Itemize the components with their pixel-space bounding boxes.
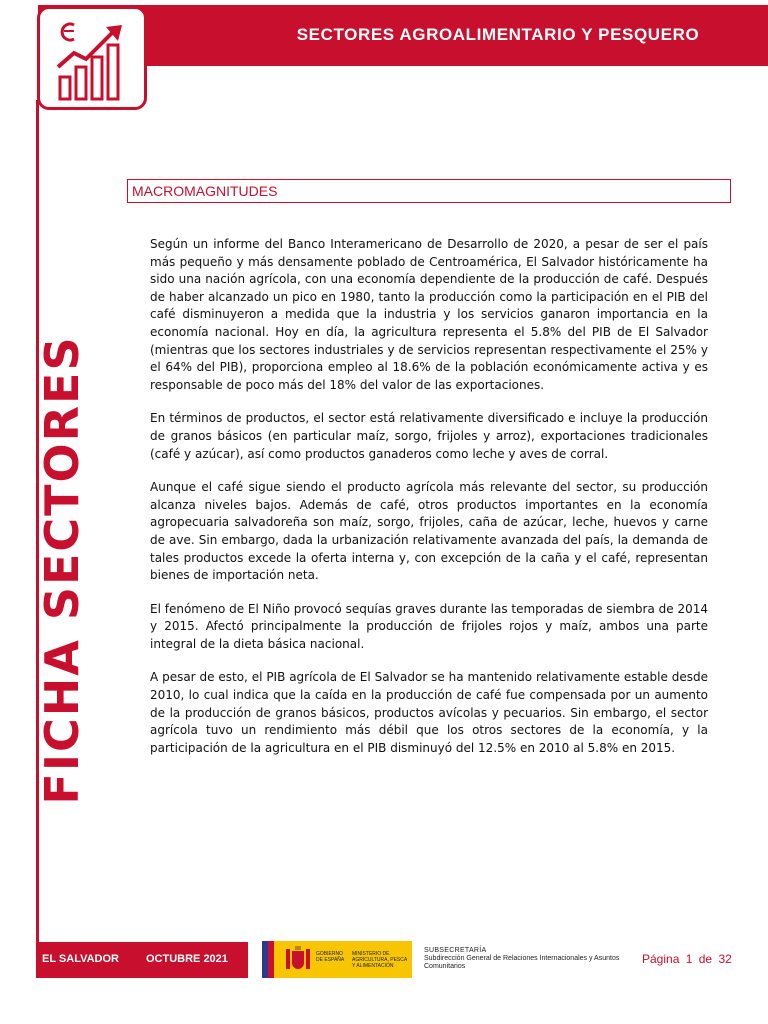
eu-stripe xyxy=(262,941,280,978)
header-band xyxy=(38,5,768,66)
header-title: SECTORES AGROALIMENTARIO Y PESQUERO xyxy=(296,25,700,44)
footer-band xyxy=(36,942,248,978)
paragraph: En términos de productos, el sector está relativamente diversificado e incluye la producción de granos básicos (en particular maíz, sorgo, frijoles y arroz), exportaciones tradicionales (café y azúcar), así como productos ganaderos como leche y aves de corral. xyxy=(150,411,708,461)
subsecretaria-block xyxy=(424,947,624,971)
subsecretaria-title: SUBSECRETARÍA xyxy=(424,947,487,954)
sector-logo xyxy=(37,6,147,110)
paragraph: Aunque el café sigue siendo el producto agrícola más relevante del sector, su producción alcanza niveles bajos. Además de café, otros productos importantes en la economía agropecuaria salvadoreña son maíz, sorgo, frijoles, caña de azúcar, leche, huevos y carne de ave. Sin embargo, dada la urbanización relativamente avanzada del país, la demanda de tales productos excede la oferta interna y, con excepción de la caña y el café, representan bienes de importación neta. xyxy=(150,480,708,583)
section-title: MACROMAGNITUDES xyxy=(132,183,278,199)
ministry-text: MINISTERIO DE AGRICULTURA, PESCA Y ALIMENTACIÓN xyxy=(352,951,407,969)
page-total: 32 xyxy=(718,952,732,966)
footer-country: EL SALVADOR xyxy=(42,953,120,965)
side-label: FICHA SECTORES xyxy=(35,335,89,805)
paragraph: El fenómeno de El Niño provocó sequías graves durante las temporadas de siembra de 2014 y 2015. Afectó principalmente la producción de frijoles rojos y maíz, ambos una parte integral de la dieta básica nacional. xyxy=(150,601,709,651)
gov-text: GOBIERNO DE ESPAÑA xyxy=(316,951,345,963)
paragraph: Según un informe del Banco Interamericano de Desarrollo de 2020, a pesar de ser el país más pequeño y más densamente poblado de Centroamérica, El Salvador históricamente ha sido una nación agrícola, con una economía dependiente de la producción de café. Después de haber alcanzado un pico en 1980, tanto la producción como la participación en el PIB del café disminuyeron a medida que la industria y los servicios ganaron importancia en la economía nacional. Hoy en día, la agricultura representa el 5.8% del PIB de El Salvador (mientras que los sectores industriales y de servicios representan respectivamente el 25% y el 64% del PIB), proporciona empleo al 18.6% de la población económicamente activa y es responsable de poco más del 18% del valor de las exportaciones. xyxy=(150,237,708,392)
page-of: de xyxy=(698,952,713,966)
paragraph: A pesar de esto, el PIB agrícola de El Salvador se ha mantenido relativamente estable desde 2010, lo cual indica que la caída en la producción de café fue compensada por un aumento de la producción de granos básicos, productos avícolas y pecuarios. Sin embargo, el sector agrícola tuvo un rendimiento más débil que los otros sectores de la economía, y la participación de la agricultura en el PIB disminuyó del 12.5% en 2010 al 5.8% en 2015. xyxy=(150,670,708,755)
body-text xyxy=(150,236,708,773)
bar-chart-growth-icon xyxy=(52,15,134,101)
page-number xyxy=(642,952,735,966)
page-word: Página xyxy=(642,952,680,966)
page-current: 1 xyxy=(685,952,693,966)
subsecretaria-line: Subdirección General de Relaciones Internacionales y Asuntos Comunitarios xyxy=(424,955,620,970)
section-heading-box xyxy=(127,179,731,203)
footer-date: OCTUBRE 2021 xyxy=(146,953,228,965)
government-logo xyxy=(262,941,412,978)
spain-coat-of-arms-icon xyxy=(284,945,312,974)
